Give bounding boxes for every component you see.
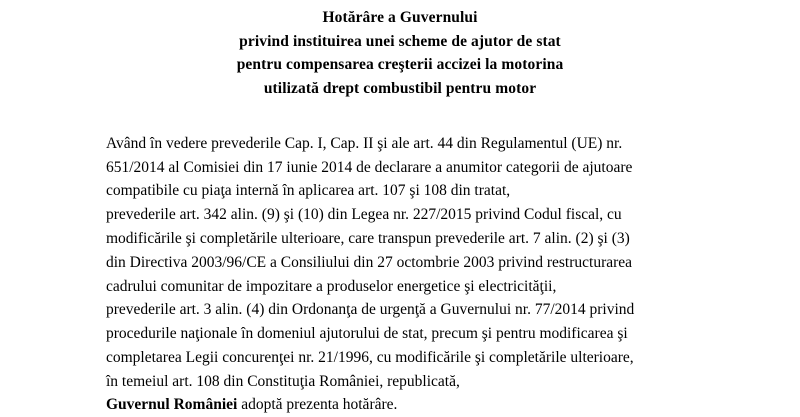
body-line-3: compatibile cu piaţa internă în aplicarea art. 107 şi 108 din tratat, bbox=[106, 182, 511, 200]
document-title bbox=[106, 6, 770, 101]
title-line-1: Hotărâre a Guvernului bbox=[322, 9, 478, 26]
body-line-4: prevederile art. 342 alin. (9) şi (10) din Legea nr. 227/2015 privind Codul fiscal, cu bbox=[106, 206, 622, 224]
body-line-2: 651/2014 al Comisiei din 17 iunie 2014 de declarare a anumitor categorii de ajutoare bbox=[106, 158, 633, 176]
body-line-5: modificările şi completările ulterioare, care transpun prevederile art. 7 alin. (2) şi (3) bbox=[106, 229, 630, 247]
body-line-10: completarea Legii concurenţei nr. 21/1996, cu modificările şi completările ulterioare, bbox=[106, 348, 634, 366]
title-line-2: privind instituirea unei scheme de ajutor de stat bbox=[239, 32, 561, 50]
body-line-8: prevederile art. 3 alin. (4) din Ordonanţa de urgenţă a Guvernului nr. 77/2014 privind bbox=[106, 301, 635, 319]
document-body bbox=[106, 132, 770, 417]
body-paragraph bbox=[106, 132, 770, 394]
body-line-7: cadrului comunitar de impozitare a produselor energetice şi electricităţii, bbox=[106, 277, 557, 295]
closing-bold-text: Guvernul României bbox=[106, 396, 238, 414]
closing-paragraph bbox=[106, 393, 770, 417]
body-line-6: din Directiva 2003/96/CE a Consiliului din 27 octombrie 2003 privind restructurarea bbox=[106, 253, 633, 271]
body-line-11: în temeiul art. 108 din Constituţia României, republicată, bbox=[106, 372, 460, 390]
title-line-4: utilizată drept combustibil pentru motor bbox=[263, 80, 537, 98]
body-line-9: procedurile naţionale în domeniul ajutorului de stat, precum şi pentru modificarea şi bbox=[106, 325, 628, 343]
closing-rest-text: adoptă prezenta hotărâre. bbox=[237, 396, 398, 414]
title-line-3: pentru compensarea creşterii accizei la motorina bbox=[236, 56, 564, 74]
body-line-1: Având în vedere prevederile Cap. I, Cap. II şi ale art. 44 din Regulamentul (UE) nr. bbox=[106, 134, 623, 152]
